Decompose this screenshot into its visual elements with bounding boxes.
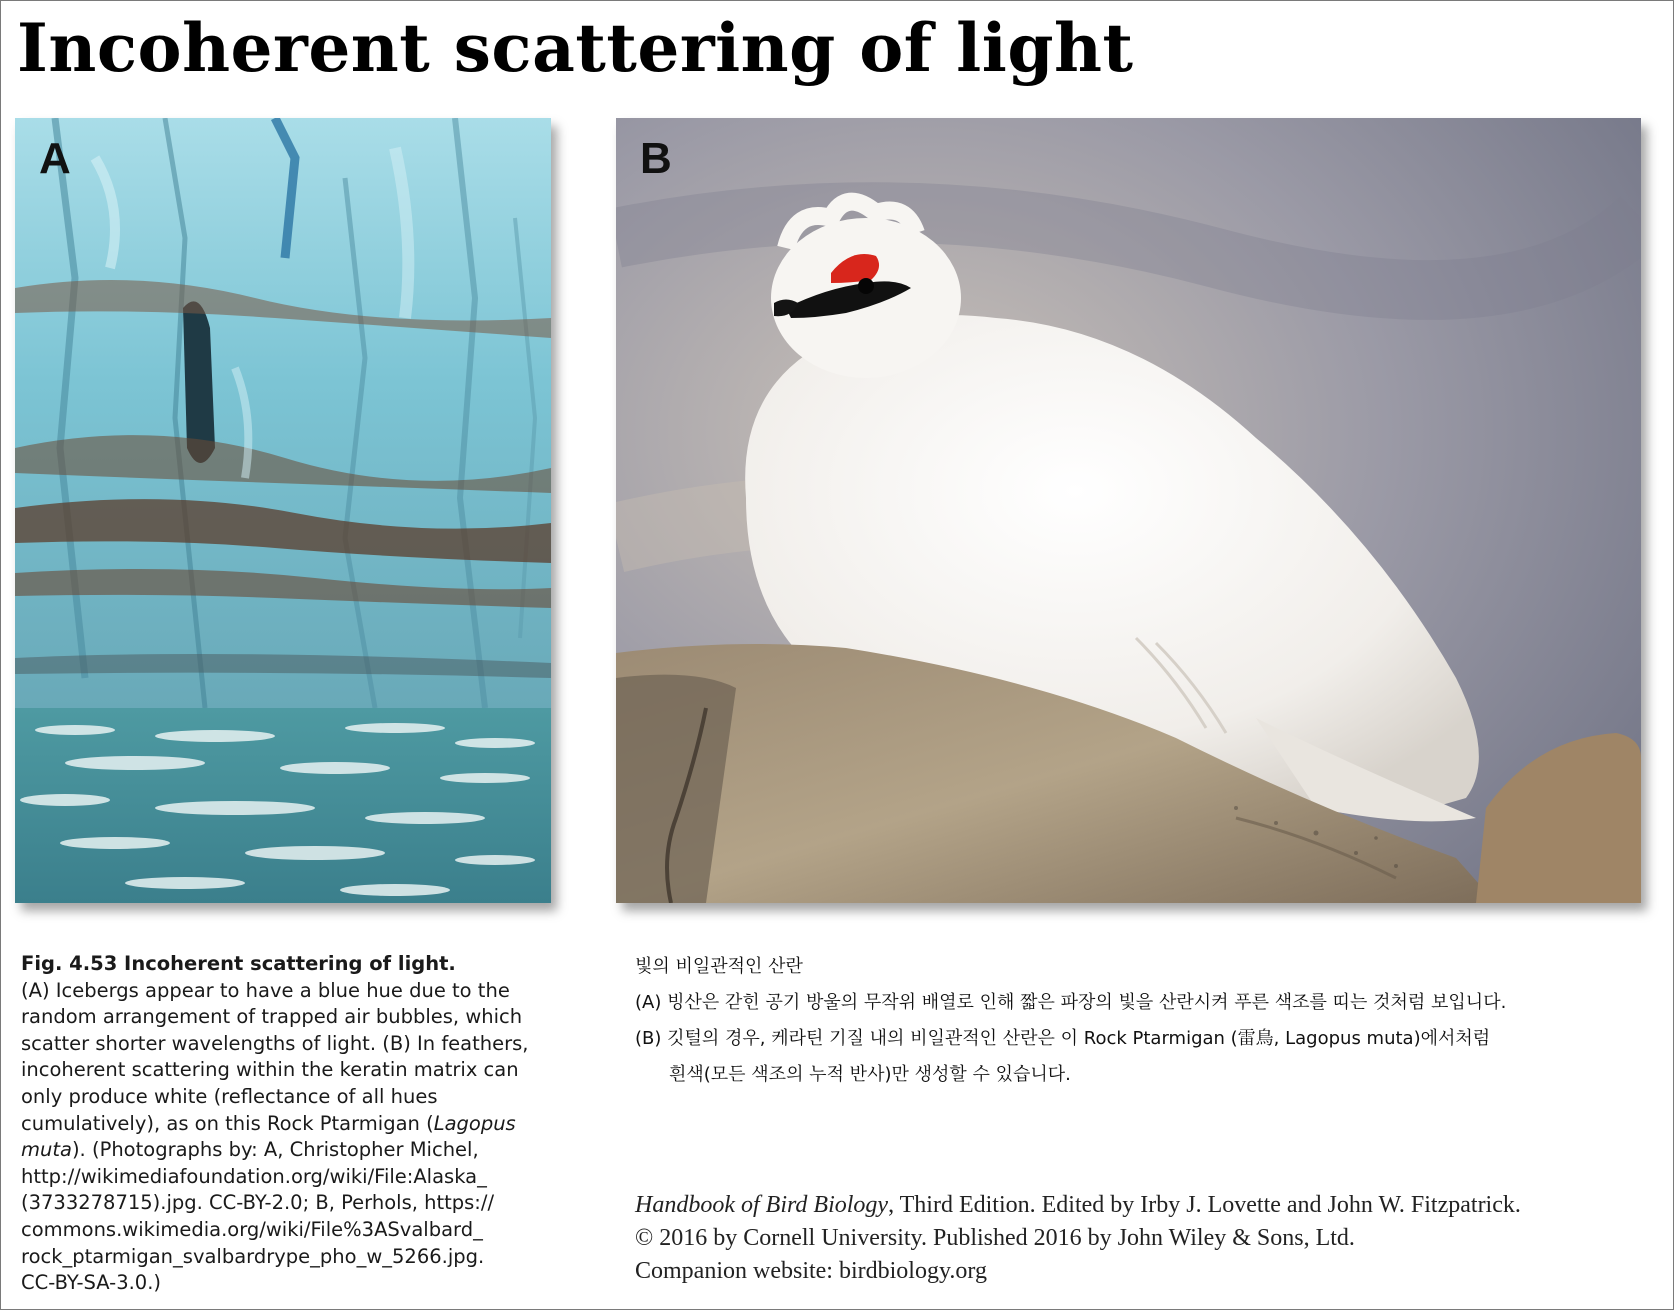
caption-title: Fig. 4.53 Incoherent scattering of light.	[21, 952, 456, 975]
book-credit	[635, 1189, 1645, 1288]
caption-line: CC-BY-SA-3.0.)	[21, 1271, 162, 1295]
caption-line	[21, 1137, 541, 1164]
caption-line: scatter shorter wavelengths of light. (B) In feathers,	[21, 1031, 529, 1055]
figure-caption	[21, 951, 541, 1297]
species-epithet: muta	[21, 1138, 72, 1162]
credit-text: , Third Edition. Edited by Irby J. Lovette and John W. Fitzpatrick.	[888, 1192, 1521, 1218]
korean-note	[635, 949, 1625, 1093]
panel-label-b: B	[640, 134, 672, 183]
caption-line: http://wikimediafoundation.org/wiki/File:Alaska_	[21, 1164, 487, 1188]
caption-line: commons.wikimedia.org/wiki/File%3ASvalbard_	[21, 1217, 483, 1241]
caption-text: cumulatively), as on this Rock Ptarmigan (	[21, 1111, 434, 1135]
korean-note-title: 빛의 비일관적인 산란	[635, 956, 803, 977]
caption-line: rock_ptarmigan_svalbardrype_pho_w_5266.jpg.	[21, 1244, 485, 1268]
photo-ptarmigan	[616, 118, 1641, 903]
credit-line-1	[635, 1189, 1645, 1222]
species-genus: Lagopus	[433, 1111, 516, 1135]
korean-note-line-b2: 흰색(모든 색조의 누적 반사)만 생성할 수 있습니다.	[669, 1064, 1071, 1085]
credit-line-3: Companion website: birdbiology.org	[635, 1258, 987, 1284]
ptarmigan-illustration	[616, 118, 1641, 903]
korean-note-line-b1: (B) 깃털의 경우, 케라틴 기질 내의 비일관적인 산란은 이 Rock Ptarmigan (雷鳥, Lagopus muta)에서처럼	[635, 1028, 1491, 1049]
book-title: Handbook of Bird Biology	[635, 1192, 889, 1218]
caption-line: only produce white (reflectance of all hues	[21, 1084, 438, 1108]
caption-line: incoherent scattering within the keratin matrix can	[21, 1058, 519, 1082]
panel-label-a: A	[39, 134, 71, 183]
page-title: Incoherent scattering of light	[17, 9, 1134, 87]
korean-note-line-a: (A) 빙산은 갇힌 공기 방울의 무작위 배열로 인해 짧은 파장의 빛을 산란시켜 푸른 색조를 띠는 것처럼 보입니다.	[635, 992, 1507, 1013]
caption-text: ). (Photographs by: A, Christopher Michel,	[71, 1138, 479, 1162]
photo-iceberg	[15, 118, 551, 903]
credit-line-2: © 2016 by Cornell University. Published 2016 by John Wiley & Sons, Ltd.	[635, 1225, 1355, 1251]
caption-line: random arrangement of trapped air bubbles, which	[21, 1005, 523, 1029]
caption-line	[21, 1111, 541, 1138]
caption-line: (A) Icebergs appear to have a blue hue due to the	[21, 978, 510, 1002]
iceberg-illustration	[15, 118, 551, 903]
caption-line: (3733278715).jpg. CC-BY-2.0; B, Perhols, https://	[21, 1191, 495, 1215]
